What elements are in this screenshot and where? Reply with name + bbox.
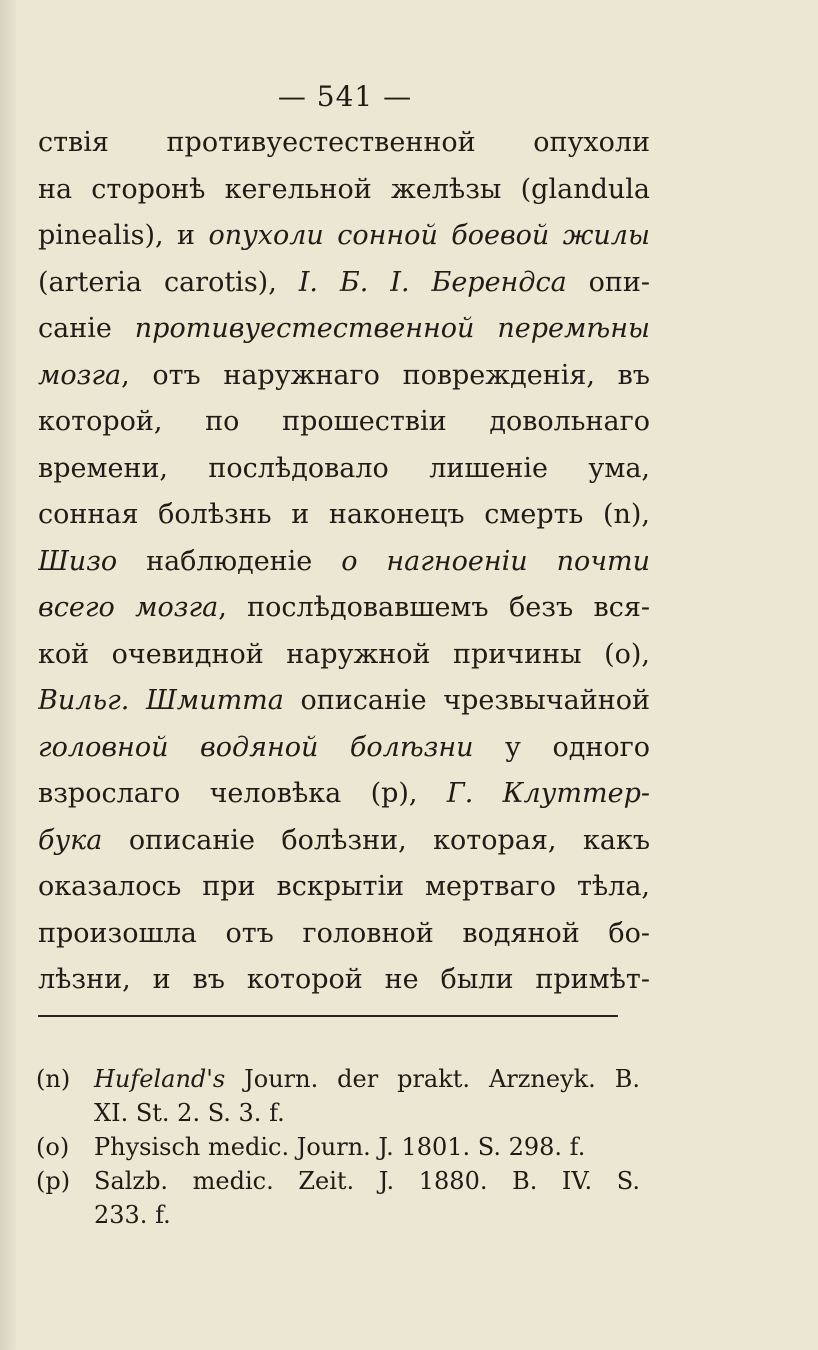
text-line: сонная болѣзнь и наконецъ смерть (n), (38, 499, 650, 530)
text-line: ствія противуестественной опухоли (38, 127, 650, 158)
text-line: головной водяной болѣзни у одного (38, 731, 650, 763)
footnotes (36, 1062, 640, 1232)
text-line: на сторонѣ кегельной желѣзы (glandula (38, 173, 650, 205)
footnote-text: Salzb. medic. Zeit. J. 1880. B. IV. S. (94, 1167, 640, 1195)
body-text (38, 120, 650, 1004)
text-line: лѣзни, и въ которой не были примѣт- (38, 964, 650, 995)
text-line: всего мозга, послѣдовавшемъ безъ вся- (38, 592, 650, 623)
footnote-mark: (o) (36, 1133, 70, 1161)
text-line: взрослаго человѣка (p), Г. Клуттер- (38, 778, 650, 809)
footnote-text: Physisch medic. Journ. J. 1801. S. 298. f. (94, 1133, 586, 1161)
text-line: времени, послѣдовало лишеніе ума, (38, 452, 650, 484)
text-line: саніе противуестественной перемѣны (38, 313, 650, 344)
footnote-mark: (p) (36, 1167, 71, 1195)
page-edge-shadow (0, 0, 16, 1350)
footnote-mark: (n) (36, 1065, 71, 1093)
footnote-continuation: XI. St. 2. S. 3. f. (94, 1099, 285, 1127)
footnote-rule (38, 1015, 618, 1017)
text-line: которой, по прошествіи довольнаго (38, 406, 650, 437)
footnote-continuation: 233. f. (94, 1201, 171, 1229)
footnote-p (36, 1164, 640, 1232)
text-line: Шизо наблюденіе о нагноеніи почти (38, 545, 650, 577)
text-line: мозга, отъ наружнаго поврежденія, въ (38, 359, 650, 391)
text-line: бука описаніе болѣзни, которая, какъ (38, 824, 650, 856)
text-line: произошла отъ головной водяной бо- (38, 917, 650, 949)
text-line: pinealis), и опухоли сонной боевой жилы (38, 220, 650, 251)
footnote-n (36, 1062, 640, 1130)
text-line: Вильг. Шмитта описаніе чрезвычайной (38, 685, 650, 716)
text-line: (arteria carotis), I. Б. I. Берендса опи- (38, 266, 650, 298)
page-number: — 541 — (277, 80, 413, 113)
footnote-text: Hufeland's Journ. der prakt. Arzneyk. B. (94, 1065, 640, 1093)
text-line: оказалось при вскрытіи мертваго тѣла, (38, 871, 650, 902)
footnote-o (36, 1130, 640, 1164)
text-line: кой очевидной наружной причины (o), (38, 638, 650, 670)
